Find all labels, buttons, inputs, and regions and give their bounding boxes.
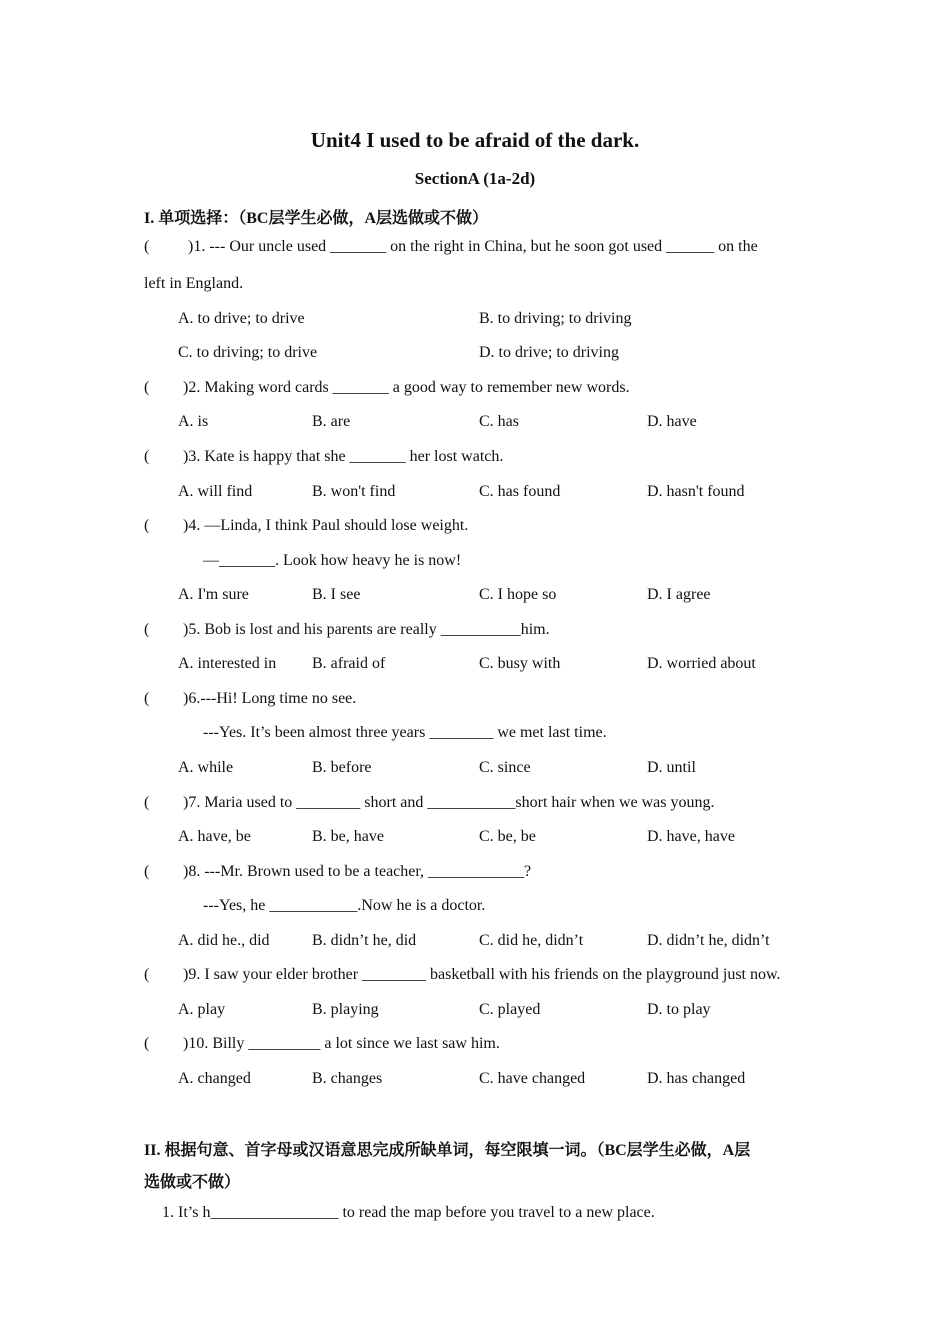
- option-a: A. I'm sure: [178, 586, 249, 603]
- answer-paren: (: [144, 690, 150, 707]
- option-d: D. to play: [647, 1001, 711, 1018]
- section2-heading: II. 根据句意、首字母或汉语意思完成所缺单词，每空限填一词。（BC层学生必做，A层: [144, 1142, 751, 1159]
- option-c: C. has: [479, 413, 519, 430]
- option-a: A. have, be: [178, 828, 251, 845]
- question-stem: )8. ---Mr. Brown used to be a teacher, ____________?: [183, 863, 532, 880]
- option-a: A. to drive; to drive: [178, 310, 305, 327]
- question-stem: )7. Maria used to ________ short and ___________short hair when we was young.: [183, 794, 715, 811]
- option-b: B. changes: [312, 1070, 383, 1087]
- question-stem: )10. Billy _________ a lot since we last saw him.: [183, 1035, 500, 1052]
- answer-paren: (: [144, 966, 150, 983]
- option-c: C. to driving; to drive: [178, 344, 318, 361]
- option-b: B. I see: [312, 586, 361, 603]
- option-b: B. playing: [312, 1001, 379, 1018]
- question-stem: )4. —Linda, I think Paul should lose weight.: [183, 517, 469, 534]
- question-stem: )6.---Hi! Long time no see.: [183, 690, 357, 707]
- question-stem: )9. I saw your elder brother ________ basketball with his friends on the playground just now.: [183, 966, 781, 983]
- fill-in-item: 1. It’s h________________ to read the map before you travel to a new place.: [162, 1204, 655, 1221]
- question-stem: )2. Making word cards _______ a good way to remember new words.: [183, 379, 630, 396]
- question-stem: )5. Bob is lost and his parents are really __________him.: [183, 621, 550, 638]
- option-d: D. worried about: [647, 655, 756, 672]
- dialogue-reply: ---Yes, he ___________.Now he is a doctor.: [203, 897, 486, 914]
- page-title: Unit4 I used to be afraid of the dark.: [310, 128, 640, 152]
- option-a: A. is: [178, 413, 209, 430]
- option-a: A. interested in: [178, 655, 277, 672]
- option-b: B. before: [312, 759, 372, 776]
- option-d: D. didn’t he, didn’t: [647, 932, 770, 949]
- option-d: D. have: [647, 413, 697, 430]
- option-d: D. have, have: [647, 828, 735, 845]
- option-a: A. changed: [178, 1070, 251, 1087]
- option-b: B. to driving; to driving: [479, 310, 632, 327]
- option-a: A. did he., did: [178, 932, 270, 949]
- option-d: D. hasn't found: [647, 483, 745, 500]
- option-a: A. will find: [178, 483, 253, 500]
- option-b: B. afraid of: [312, 655, 386, 672]
- answer-paren: (: [144, 1035, 150, 1052]
- option-c: C. did he, didn’t: [479, 932, 584, 949]
- option-d: D. until: [647, 759, 696, 776]
- option-a: A. while: [178, 759, 234, 776]
- option-b: B. didn’t he, did: [312, 932, 417, 949]
- option-c: C. be, be: [479, 828, 536, 845]
- section-subtitle: SectionA (1a-2d): [414, 169, 536, 188]
- option-c: C. have changed: [479, 1070, 586, 1087]
- option-c: C. busy with: [479, 655, 561, 672]
- answer-paren: (: [144, 794, 150, 811]
- option-d: D. I agree: [647, 586, 711, 603]
- section2-heading-continued: 选做或不做）: [144, 1174, 241, 1191]
- dialogue-reply: ---Yes. It’s been almost three years ________ we met last time.: [203, 724, 607, 741]
- option-b: B. are: [312, 413, 351, 430]
- option-a: A. play: [178, 1001, 226, 1018]
- option-d: D. to drive; to driving: [479, 344, 619, 361]
- answer-paren: (: [144, 863, 150, 880]
- answer-paren: (: [144, 379, 150, 396]
- question-stem: )3. Kate is happy that she _______ her lost watch.: [183, 448, 504, 465]
- option-b: B. won't find: [312, 483, 396, 500]
- answer-paren: (: [144, 448, 150, 465]
- option-d: D. has changed: [647, 1070, 746, 1087]
- option-c: C. played: [479, 1001, 541, 1018]
- option-b: B. be, have: [312, 828, 384, 845]
- question-stem: )1. --- Our uncle used _______ on the right in China, but he soon got used ______ on the: [188, 238, 758, 255]
- answer-paren: (: [144, 517, 150, 534]
- answer-paren: (: [144, 238, 150, 255]
- question-stem-continued: left in England.: [144, 275, 244, 292]
- option-c: C. has found: [479, 483, 561, 500]
- section1-heading: I. 单项选择：（BC层学生必做，A层选做或不做）: [144, 210, 489, 227]
- option-c: C. since: [479, 759, 531, 776]
- dialogue-reply: —_______. Look how heavy he is now!: [203, 552, 462, 569]
- answer-paren: (: [144, 621, 150, 638]
- option-c: C. I hope so: [479, 586, 557, 603]
